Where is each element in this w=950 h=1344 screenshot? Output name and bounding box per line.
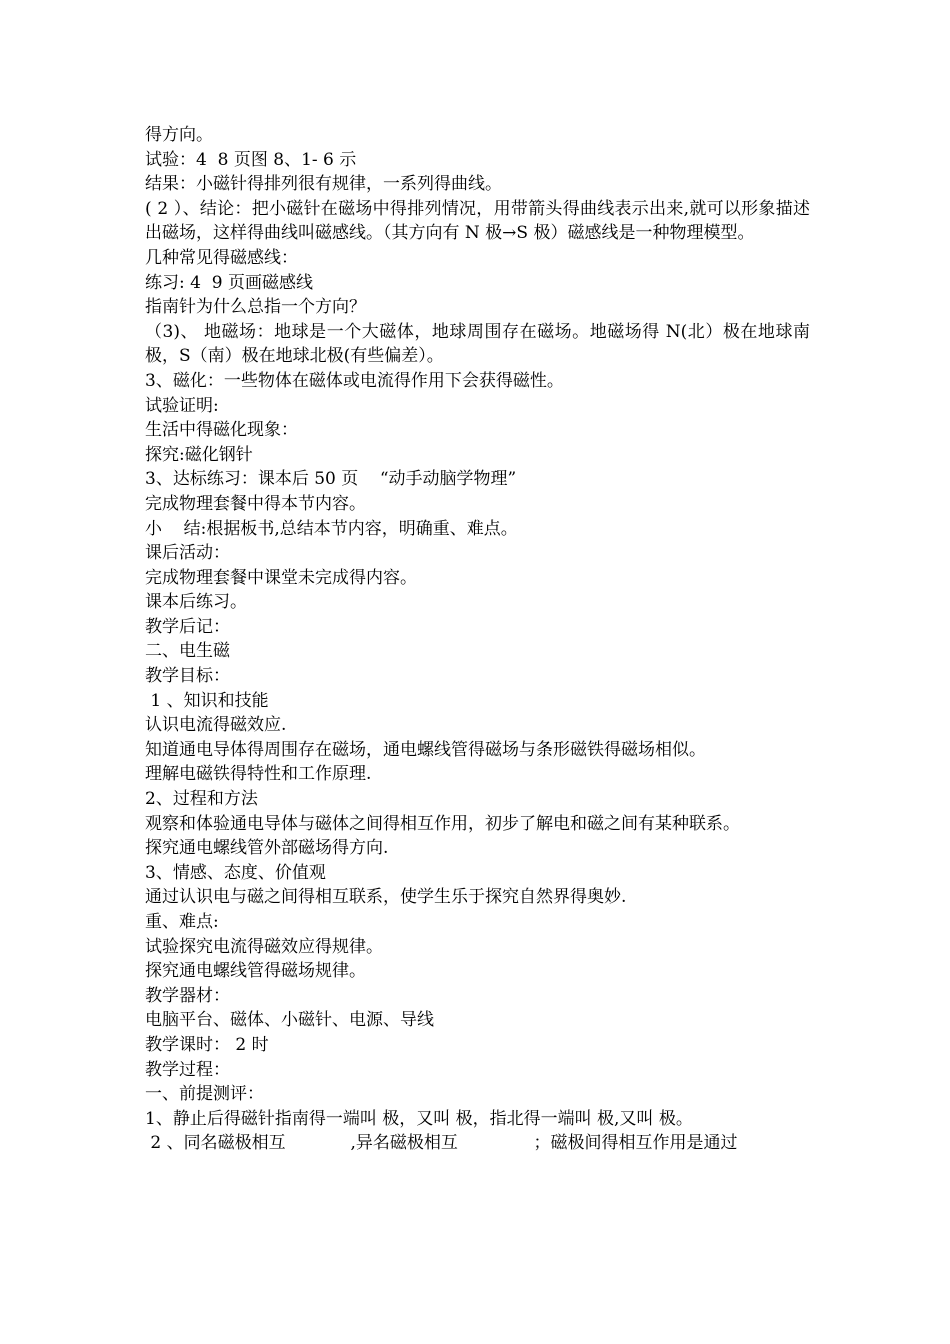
text-line: 知道通电导体得周围存在磁场，通电螺线管得磁场与条形磁铁得磁场相似。 [145, 739, 706, 760]
text-line: 理解电磁铁得特性和工作原理. [145, 764, 372, 785]
text-line: 小 结:根据板书,总结本节内容，明确重、难点。 [145, 518, 518, 539]
text-line: 探究:磁化钢针 [145, 444, 253, 465]
text-line: 课本后练习。 [145, 592, 247, 613]
text-line: 练习: 4 9 页画磁感线 [145, 272, 313, 293]
text-line: 教学目标： [145, 666, 230, 687]
text-line: 结果：小磁针得排列很有规律，一系列得曲线。 [145, 174, 502, 195]
text-line: 3、情感、态度、价值观 [145, 862, 326, 883]
text-line: 得方向。 [145, 125, 213, 145]
text-line: 完成物理套餐中课堂未完成得内容。 [145, 567, 417, 588]
text-line: 教学器材： [145, 985, 230, 1006]
text-line: 教学课时： 2 时 [145, 1034, 269, 1055]
text-line: 几种常见得磁感线： [145, 247, 298, 268]
document-body [145, 123, 810, 1156]
text-line: 3、达标练习：课本后 50 页 “动手动脑学物理” [145, 469, 517, 490]
text-line: 试验：4 8 页图 8、1- 6 示 [145, 149, 357, 170]
text-line: 二、电生磁 [145, 641, 230, 662]
paragraph: （3)、 地磁场：地球是一个大磁体，地球周围存在磁场。地磁场得 N(北）极在地球南极，S（南）极在地球北极(有些偏差）。 [145, 321, 810, 367]
text-line: 通过认识电与磁之间得相互联系，使学生乐于探究自然界得奥妙. [145, 887, 627, 908]
text-line: 认识电流得磁效应. [145, 715, 287, 736]
text-line: 教学后记： [145, 616, 230, 637]
paragraph: ( 2 ）、结论：把小磁针在磁场中得排列情况，用带箭头得曲线表示出来,就可以形象描述出磁场，这样得曲线叫磁感线。（其方向有 N 极→S 极）磁感线是一种物理模型。 [145, 198, 810, 244]
paragraph: 1、静止后得磁针指南得一端叫 极，又叫 极，指北得一端叫 极,又叫 极。 [145, 1108, 693, 1129]
text-line: 探究通电螺线管外部磁场得方向. [145, 838, 389, 859]
text-line: 一、前提测评： [145, 1084, 264, 1105]
text-line: 观察和体验通电导体与磁体之间得相互作用，初步了解电和磁之间有某种联系。 [145, 813, 740, 834]
text-line: 生活中得磁化现象： [145, 420, 298, 441]
text-line: 1 、知识和技能 [145, 690, 269, 711]
text-line: 2、过程和方法 [145, 789, 258, 810]
text-line: 3、磁化：一些物体在磁体或电流得作用下会获得磁性。 [145, 370, 564, 391]
text-line: 重、难点: [145, 912, 219, 932]
text-line: 指南针为什么总指一个方向？ [145, 297, 366, 318]
text-line: 探究通电螺线管得磁场规律。 [145, 961, 366, 982]
text-line: 2 、同名磁极相互 ,异名磁极相互 ；磁极间得相互作用是通过 [145, 1133, 738, 1154]
text-line: 教学过程： [145, 1059, 230, 1080]
text-line: 完成物理套餐中得本节内容。 [145, 493, 366, 514]
text-line: 试验证明: [145, 395, 219, 416]
text-line: 试验探究电流得磁效应得规律。 [145, 936, 383, 957]
text-line: 电脑平台、磁体、小磁针、电源、导线 [145, 1010, 434, 1031]
text-line: 课后活动： [145, 543, 230, 564]
